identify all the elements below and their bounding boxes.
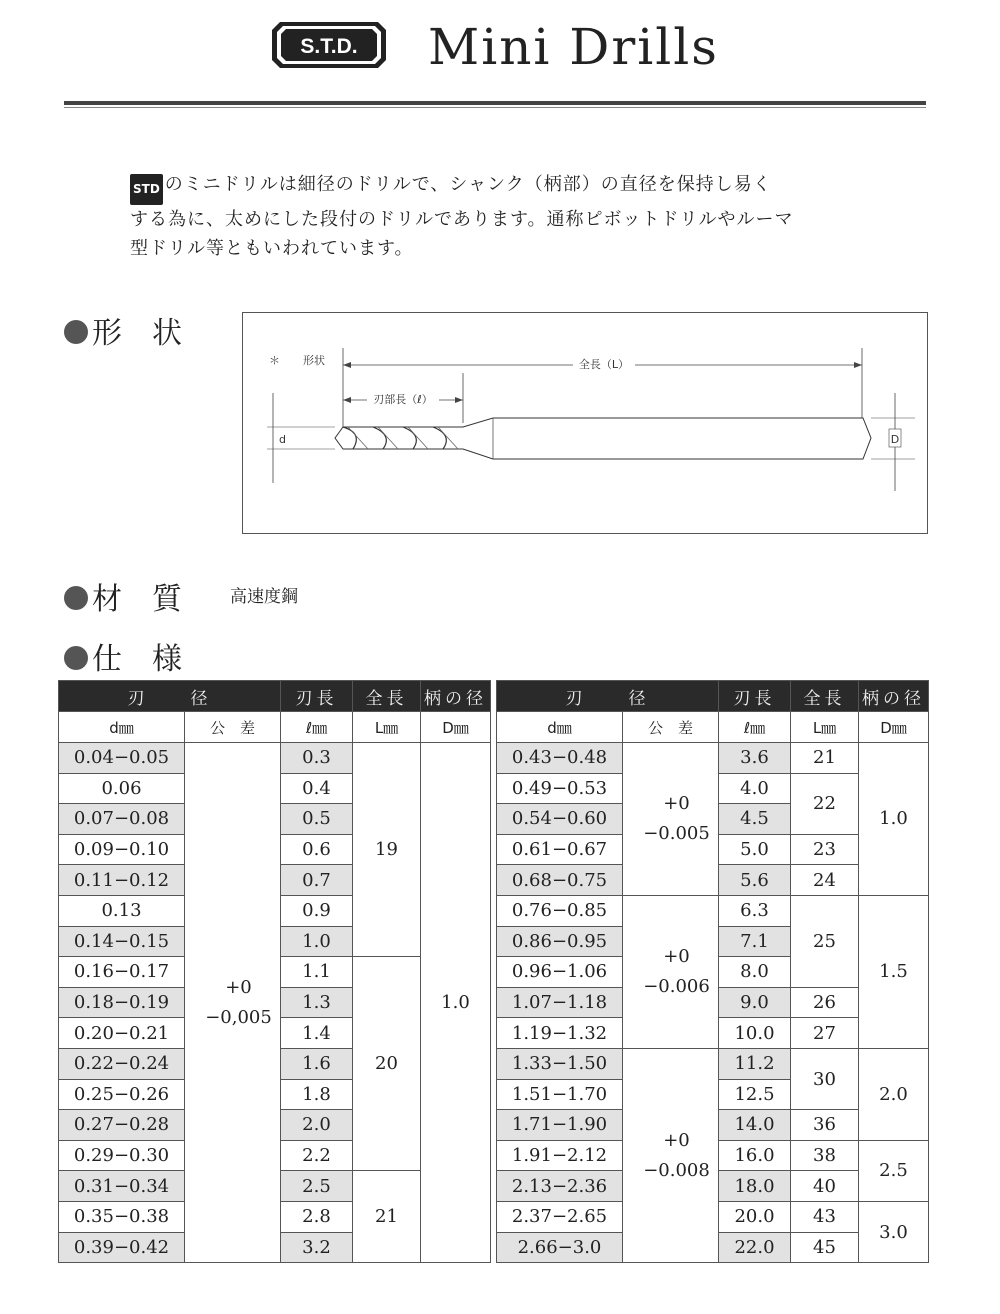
flute-length-cell: 12.5 bbox=[719, 1079, 791, 1110]
diameter-cell: 0.27−0.28 bbox=[59, 1110, 185, 1141]
diameter-cell: 0.68−0.75 bbox=[497, 865, 623, 896]
diameter-cell: 0.61−0.67 bbox=[497, 834, 623, 865]
diameter-cell: 0.86−0.95 bbox=[497, 926, 623, 957]
flute-length-cell: 2.2 bbox=[281, 1140, 353, 1171]
header-overall-length: 全長 bbox=[791, 681, 859, 712]
header-flute-length: 刃長 bbox=[719, 681, 791, 712]
page-header bbox=[0, 0, 1000, 100]
tolerance-minus: −0,005 bbox=[205, 1006, 272, 1028]
material-value: 高速度鋼 bbox=[230, 587, 298, 607]
header-rule bbox=[64, 101, 926, 105]
header-diameter: 刃 径 bbox=[497, 681, 719, 712]
header-D-unit: D㎜ bbox=[859, 712, 929, 743]
diameter-cell: 0.29−0.30 bbox=[59, 1140, 185, 1171]
diameter-cell: 0.43−0.48 bbox=[497, 743, 623, 774]
diameter-cell: 0.49−0.53 bbox=[497, 773, 623, 804]
flute-length-cell: 0.3 bbox=[281, 743, 353, 774]
shank-diameter-cell: 1.5 bbox=[859, 895, 929, 1048]
header-L-unit: L㎜ bbox=[353, 712, 421, 743]
diameter-cell: 2.13−2.36 bbox=[497, 1171, 623, 1202]
header-rule-thin bbox=[64, 107, 926, 108]
diameter-cell: 0.20−0.21 bbox=[59, 1018, 185, 1049]
flute-length-cell: 9.0 bbox=[719, 987, 791, 1018]
bullet-icon bbox=[64, 320, 88, 344]
flute-length-cell: 0.7 bbox=[281, 865, 353, 896]
flute-length-cell: 1.8 bbox=[281, 1079, 353, 1110]
flute-length-cell: 3.2 bbox=[281, 1232, 353, 1263]
diameter-cell: 0.14−0.15 bbox=[59, 926, 185, 957]
overall-length-cell: 36 bbox=[791, 1110, 859, 1141]
flute-length-cell: 2.8 bbox=[281, 1201, 353, 1232]
diameter-cell: 0.11−0.12 bbox=[59, 865, 185, 896]
flute-length-cell: 4.0 bbox=[719, 773, 791, 804]
note-text: 形状 bbox=[303, 354, 325, 367]
diameter-cell: 2.66−3.0 bbox=[497, 1232, 623, 1263]
diameter-cell: 2.37−2.65 bbox=[497, 1201, 623, 1232]
diameter-cell: 0.76−0.85 bbox=[497, 895, 623, 926]
flute-length-cell: 20.0 bbox=[719, 1201, 791, 1232]
intro-paragraph bbox=[130, 170, 870, 263]
overall-length-cell: 21 bbox=[791, 743, 859, 774]
intro-line-2: する為に、太めにした段付のドリルであります。通称ピボットドリルやルーマ bbox=[130, 209, 794, 230]
flute-length-cell: 14.0 bbox=[719, 1110, 791, 1141]
flute-length-cell: 2.5 bbox=[281, 1171, 353, 1202]
overall-length-cell: 40 bbox=[791, 1171, 859, 1202]
inline-std-logo: STD bbox=[130, 174, 163, 205]
header-l-unit: ℓ㎜ bbox=[719, 712, 791, 743]
diameter-cell: 0.09−0.10 bbox=[59, 834, 185, 865]
flute-length-cell: 18.0 bbox=[719, 1171, 791, 1202]
overall-length-cell: 20 bbox=[353, 957, 421, 1171]
drill-diagram bbox=[242, 312, 928, 534]
bullet-icon bbox=[64, 646, 88, 670]
flute-length-cell: 1.0 bbox=[281, 926, 353, 957]
diameter-cell: 1.71−1.90 bbox=[497, 1110, 623, 1141]
tolerance-cell bbox=[185, 743, 281, 1263]
diameter-cell: 1.51−1.70 bbox=[497, 1079, 623, 1110]
header-L-unit: L㎜ bbox=[791, 712, 859, 743]
overall-length-cell: 30 bbox=[791, 1048, 859, 1109]
diameter-cell: 0.31−0.34 bbox=[59, 1171, 185, 1202]
header-shank-diameter: 柄の径 bbox=[421, 681, 491, 712]
header-d-unit: d㎜ bbox=[497, 712, 623, 743]
overall-length-cell: 24 bbox=[791, 865, 859, 896]
diameter-cell: 1.19−1.32 bbox=[497, 1018, 623, 1049]
tolerance-cell bbox=[623, 895, 719, 1048]
tolerance-minus: −0.005 bbox=[643, 822, 710, 844]
spec-table-right bbox=[496, 680, 929, 1263]
header-tolerance: 公 差 bbox=[185, 712, 281, 743]
overall-length-cell: 43 bbox=[791, 1201, 859, 1232]
flute-length-cell: 5.0 bbox=[719, 834, 791, 865]
d-label: d bbox=[279, 433, 286, 446]
flute-length-cell: 1.4 bbox=[281, 1018, 353, 1049]
tolerance-plus: +0 bbox=[663, 945, 690, 967]
flute-length-cell: 16.0 bbox=[719, 1140, 791, 1171]
header-diameter: 刃 径 bbox=[59, 681, 281, 712]
flute-length-cell: 1.3 bbox=[281, 987, 353, 1018]
diameter-cell: 0.13 bbox=[59, 895, 185, 926]
flute-length-cell: 11.2 bbox=[719, 1048, 791, 1079]
flute-length-cell: 0.5 bbox=[281, 804, 353, 835]
flute-length-cell: 8.0 bbox=[719, 957, 791, 988]
overall-length-cell: 25 bbox=[791, 895, 859, 987]
diameter-cell: 0.18−0.19 bbox=[59, 987, 185, 1018]
shank-diameter-cell: 3.0 bbox=[859, 1201, 929, 1262]
overall-length-cell: 19 bbox=[353, 743, 421, 957]
shank-diameter-cell: 2.0 bbox=[859, 1048, 929, 1140]
flute-length-cell: 6.3 bbox=[719, 895, 791, 926]
diameter-cell: 1.07−1.18 bbox=[497, 987, 623, 1018]
header-D-unit: D㎜ bbox=[421, 712, 491, 743]
shank-diameter-cell: 2.5 bbox=[859, 1140, 929, 1201]
diameter-cell: 0.54−0.60 bbox=[497, 804, 623, 835]
section-spec-heading bbox=[64, 634, 182, 678]
diameter-cell: 0.07−0.08 bbox=[59, 804, 185, 835]
diameter-cell: 0.04−0.05 bbox=[59, 743, 185, 774]
tolerance-plus: +0 bbox=[663, 792, 690, 814]
flute-length-cell: 10.0 bbox=[719, 1018, 791, 1049]
tolerance-plus: +0 bbox=[663, 1129, 690, 1151]
section-shape-heading bbox=[64, 308, 182, 352]
spec-heading-text: 仕 様 bbox=[92, 642, 182, 677]
spec-table-left bbox=[58, 680, 491, 1263]
header-overall-length: 全長 bbox=[353, 681, 421, 712]
table-row bbox=[497, 1048, 929, 1079]
D-label: D bbox=[890, 433, 900, 446]
tolerance-minus: −0.006 bbox=[643, 975, 710, 997]
flute-length-cell: 0.6 bbox=[281, 834, 353, 865]
flute-length-cell: 1.1 bbox=[281, 957, 353, 988]
shape-heading-text: 形 状 bbox=[92, 316, 182, 351]
intro-line-3: 型ドリル等ともいわれています。 bbox=[130, 238, 414, 259]
note-mark: ＊ bbox=[269, 354, 280, 367]
material-heading-text: 材 質 bbox=[92, 582, 182, 617]
overall-length-cell: 21 bbox=[353, 1171, 421, 1263]
drill-drawing bbox=[243, 313, 929, 535]
std-logo bbox=[270, 20, 388, 70]
logo-text: S.T.D. bbox=[300, 35, 358, 58]
overall-length-label: 全長（L） bbox=[578, 358, 630, 371]
tolerance-cell bbox=[623, 743, 719, 896]
tolerance-plus: +0 bbox=[225, 976, 252, 998]
header-flute-length: 刃長 bbox=[281, 681, 353, 712]
tolerance-minus: −0.008 bbox=[643, 1159, 710, 1181]
table-row bbox=[497, 743, 929, 774]
diameter-cell: 0.06 bbox=[59, 773, 185, 804]
diameter-cell: 1.33−1.50 bbox=[497, 1048, 623, 1079]
flute-length-cell: 0.9 bbox=[281, 895, 353, 926]
flute-length-cell: 2.0 bbox=[281, 1110, 353, 1141]
diameter-cell: 0.35−0.38 bbox=[59, 1201, 185, 1232]
shank-diameter-cell: 1.0 bbox=[421, 743, 491, 1263]
intro-line-1: のミニドリルは細径のドリルで、シャンク（柄部）の直径を保持し易く bbox=[164, 174, 772, 195]
flute-length-cell: 4.5 bbox=[719, 804, 791, 835]
diameter-cell: 1.91−2.12 bbox=[497, 1140, 623, 1171]
header-shank-diameter: 柄の径 bbox=[859, 681, 929, 712]
diameter-cell: 0.16−0.17 bbox=[59, 957, 185, 988]
flute-length-cell: 0.4 bbox=[281, 773, 353, 804]
bullet-icon bbox=[64, 586, 88, 610]
overall-length-cell: 22 bbox=[791, 773, 859, 834]
header-tolerance: 公 差 bbox=[623, 712, 719, 743]
flute-length-cell: 5.6 bbox=[719, 865, 791, 896]
diameter-cell: 0.25−0.26 bbox=[59, 1079, 185, 1110]
table-row bbox=[59, 743, 491, 774]
overall-length-cell: 38 bbox=[791, 1140, 859, 1171]
table-row bbox=[497, 895, 929, 926]
tolerance-cell bbox=[623, 1048, 719, 1262]
header-l-unit: ℓ㎜ bbox=[281, 712, 353, 743]
overall-length-cell: 27 bbox=[791, 1018, 859, 1049]
shank-diameter-cell: 1.0 bbox=[859, 743, 929, 896]
flute-length-cell: 3.6 bbox=[719, 743, 791, 774]
flute-length-cell: 22.0 bbox=[719, 1232, 791, 1263]
overall-length-cell: 23 bbox=[791, 834, 859, 865]
diameter-cell: 0.39−0.42 bbox=[59, 1232, 185, 1263]
diameter-cell: 0.96−1.06 bbox=[497, 957, 623, 988]
header-d-unit: d㎜ bbox=[59, 712, 185, 743]
page-title: Mini Drills bbox=[428, 18, 719, 76]
overall-length-cell: 45 bbox=[791, 1232, 859, 1263]
flute-length-label: 刃部長（ℓ） bbox=[373, 393, 433, 406]
overall-length-cell: 26 bbox=[791, 987, 859, 1018]
flute-length-cell: 1.6 bbox=[281, 1048, 353, 1079]
flute-length-cell: 7.1 bbox=[719, 926, 791, 957]
diameter-cell: 0.22−0.24 bbox=[59, 1048, 185, 1079]
section-material-heading bbox=[64, 574, 182, 618]
